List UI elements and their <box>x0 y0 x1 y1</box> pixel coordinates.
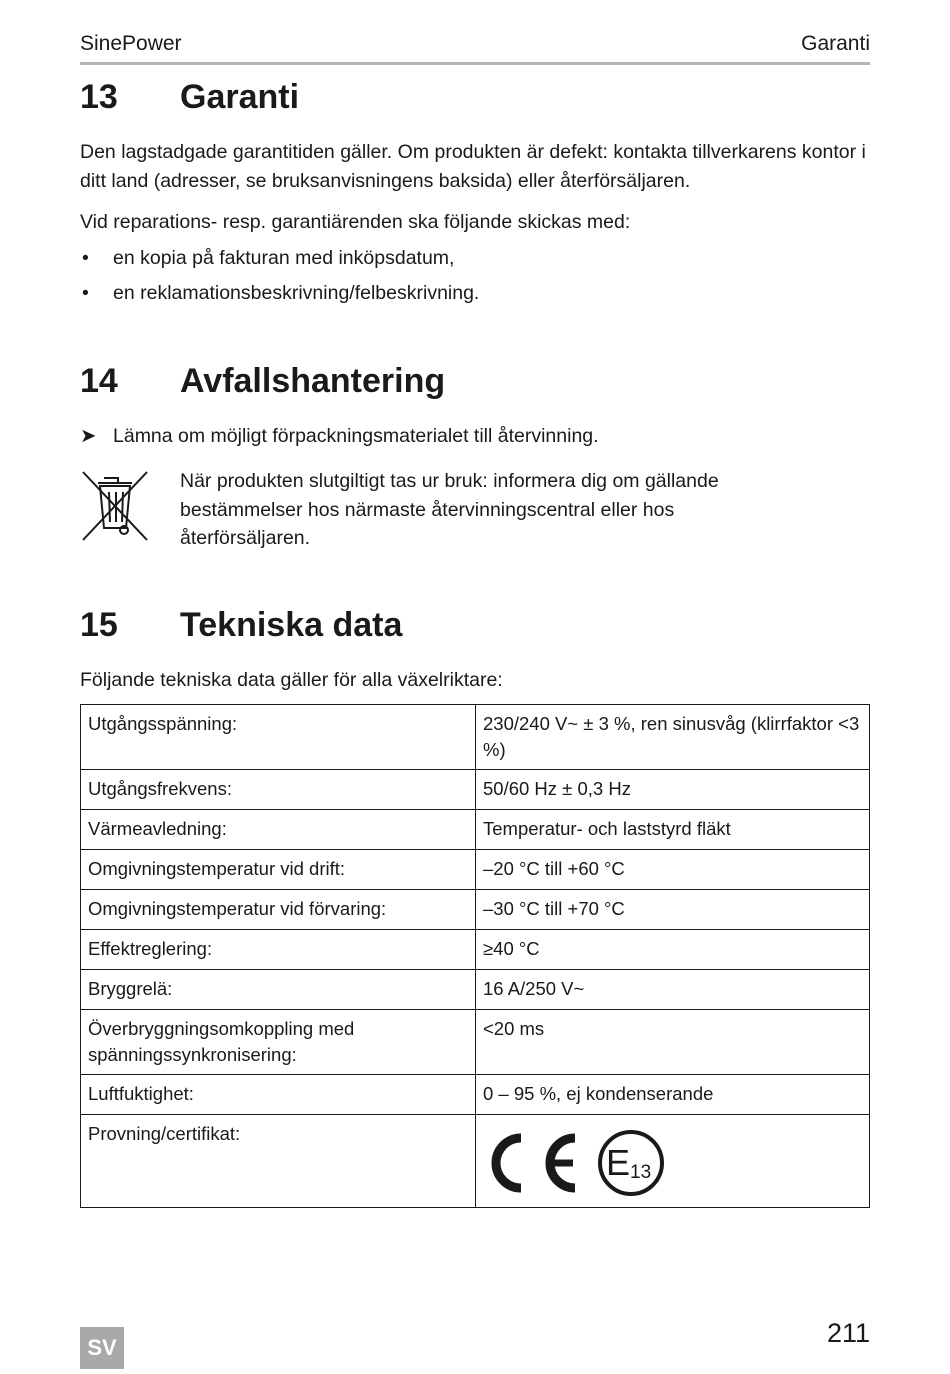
spec-key: Överbryggningsomkoppling med spänningssynkronisering: <box>81 1010 476 1075</box>
table-row <box>81 705 870 770</box>
bullet-marker: • <box>82 282 89 304</box>
disposal-information: När produkten slutgiltigt tas ur bruk: informera dig om gällande bestämmelser hos närmaste återvinningscentral eller hos återförsäljaren. <box>180 470 719 549</box>
tekniska-intro: Följande tekniska data gäller för alla växelriktare: <box>80 669 503 691</box>
table-row <box>81 770 870 810</box>
spec-key: Bryggrelä: <box>81 970 476 1010</box>
technical-data-table <box>80 704 870 1208</box>
table-row <box>81 1075 870 1115</box>
spec-value: 0 – 95 %, ej kondenserande <box>476 1075 870 1115</box>
certification-marks <box>483 1127 862 1199</box>
table-row <box>81 810 870 850</box>
spec-value: ≥40 °C <box>476 930 870 970</box>
section-title: Avfallshantering <box>180 362 446 400</box>
list-item-text: en reklamationsbeskrivning/felbeskrivning. <box>113 282 480 304</box>
table-row <box>81 930 870 970</box>
spec-key: Utgångsfrekvens: <box>81 770 476 810</box>
crossed-out-wheelie-bin-icon <box>80 470 150 544</box>
spec-key: Provning/certifikat: <box>81 1115 476 1208</box>
language-badge: SV <box>80 1327 124 1369</box>
section-title: Garanti <box>180 78 300 116</box>
spec-key: Värmeavledning: <box>81 810 476 850</box>
header-product-name: SinePower <box>80 32 182 55</box>
spec-key: Omgivningstemperatur vid förvaring: <box>81 890 476 930</box>
page-header <box>80 32 870 65</box>
ce-mark-icon <box>483 1128 583 1198</box>
bullet-marker: • <box>82 247 89 269</box>
section-number: 15 <box>80 606 118 644</box>
section-heading-garanti <box>80 78 299 117</box>
spec-value: <20 ms <box>476 1010 870 1075</box>
spec-key: Utgångsspänning: <box>81 705 476 770</box>
table-row <box>81 1115 870 1208</box>
garanti-paragraph-2: Vid reparations- resp. garantiärenden ska följande skickas med: <box>80 211 631 233</box>
spec-value: 16 A/250 V~ <box>476 970 870 1010</box>
garanti-paragraph-1: Den lagstadgade garantitiden gäller. Om produkten är defekt: kontakta tillverkarens kontor i ditt land (adresser, se bruksanvisningens baksida) eller återförsäljaren. <box>80 141 866 192</box>
spec-value: 230/240 V~ ± 3 %, ren sinusvåg (klirrfaktor <3 %) <box>476 705 870 770</box>
spec-value: 50/60 Hz ± 0,3 Hz <box>476 770 870 810</box>
table-row <box>81 890 870 930</box>
header-chapter-title: Garanti <box>801 32 870 55</box>
section-number: 14 <box>80 362 118 400</box>
section-heading-tekniska-data <box>80 606 402 645</box>
section-title: Tekniska data <box>180 606 403 644</box>
e13-mark-icon <box>595 1127 667 1199</box>
spec-key: Luftfuktighet: <box>81 1075 476 1115</box>
spec-value: –30 °C till +70 °C <box>476 890 870 930</box>
section-heading-avfallshantering <box>80 362 445 401</box>
section-number: 13 <box>80 78 118 116</box>
spec-value: –20 °C till +60 °C <box>476 850 870 890</box>
list-item <box>80 279 479 314</box>
spec-value: Temperatur- och laststyrd fläkt <box>476 810 870 850</box>
page-number: 211 <box>826 1318 870 1348</box>
arrow-icon: ➤ <box>80 425 97 447</box>
spec-key: Omgivningstemperatur vid drift: <box>81 850 476 890</box>
list-item <box>80 244 479 279</box>
spec-value-certifications <box>476 1115 870 1208</box>
spec-key: Effektreglering: <box>81 930 476 970</box>
recycling-instruction <box>80 422 599 451</box>
svg-text:13: 13 <box>630 1162 652 1183</box>
table-row <box>81 970 870 1010</box>
recycling-instruction-text: Lämna om möjligt förpackningsmaterialet till återvinning. <box>113 425 599 447</box>
list-item-text: en kopia på fakturan med inköpsdatum, <box>113 247 455 269</box>
table-row <box>81 1010 870 1075</box>
garanti-bullet-list <box>80 244 479 314</box>
table-row <box>81 850 870 890</box>
svg-text:E: E <box>606 1142 631 1183</box>
